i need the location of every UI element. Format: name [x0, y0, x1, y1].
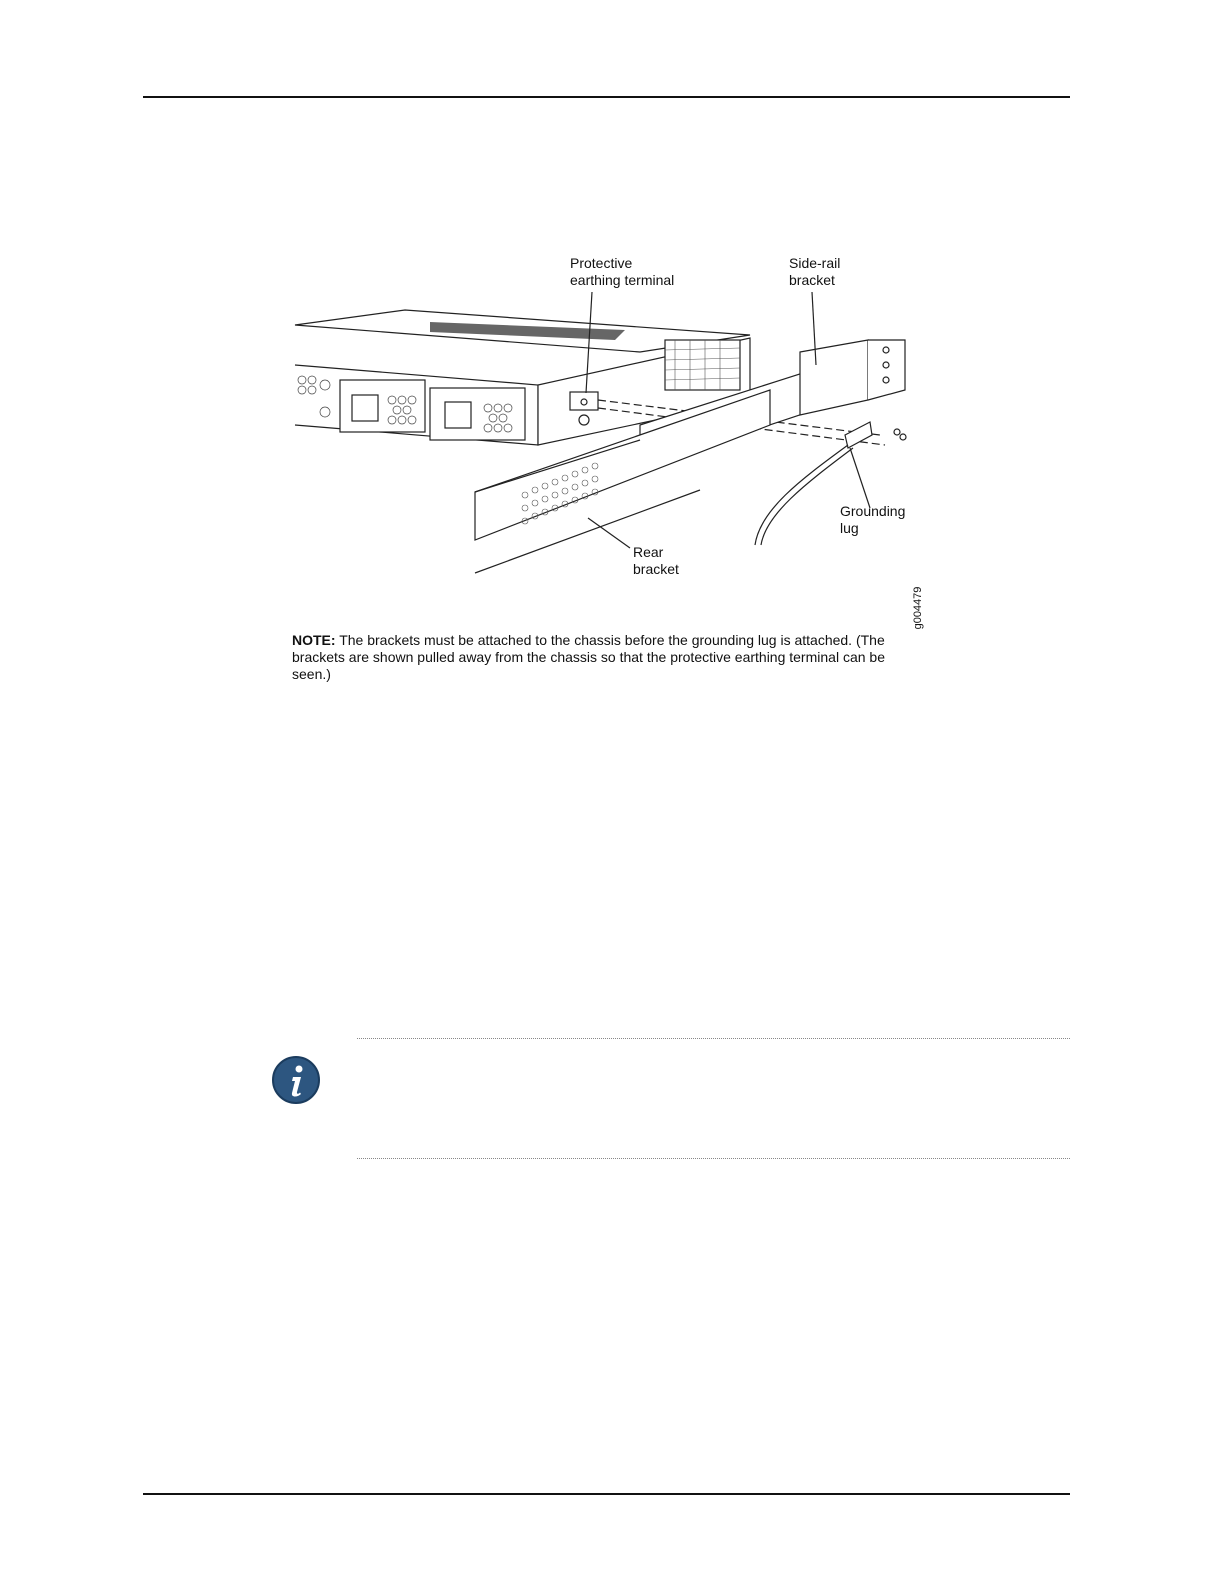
chassis-illustration: [280, 240, 940, 640]
note-box-bottom-rule: [357, 1158, 1070, 1159]
grounding-figure: [280, 240, 940, 640]
header-rule: [143, 96, 1070, 98]
callout-protective-earthing-terminal: Protective earthing terminal: [570, 255, 675, 288]
figure-note: [292, 632, 892, 683]
figure-id-text: g004479: [912, 586, 924, 630]
footer-rule: [143, 1493, 1070, 1495]
figure-id: [896, 586, 936, 630]
info-icon: [271, 1055, 321, 1105]
note-box-top-rule: [357, 1038, 1070, 1039]
callout-side-rail-bracket: Side-rail bracket: [789, 255, 841, 288]
callout-rear-bracket: Rear bracket: [633, 544, 679, 577]
callout-grounding-lug: Grounding lug: [840, 503, 906, 536]
note-text: The brackets must be attached to the chassis before the grounding lug is attached. (The brackets are shown pulled away from the chassis so that the protective earthing terminal can be seen.): [292, 632, 885, 682]
note-label: NOTE:: [292, 632, 336, 648]
